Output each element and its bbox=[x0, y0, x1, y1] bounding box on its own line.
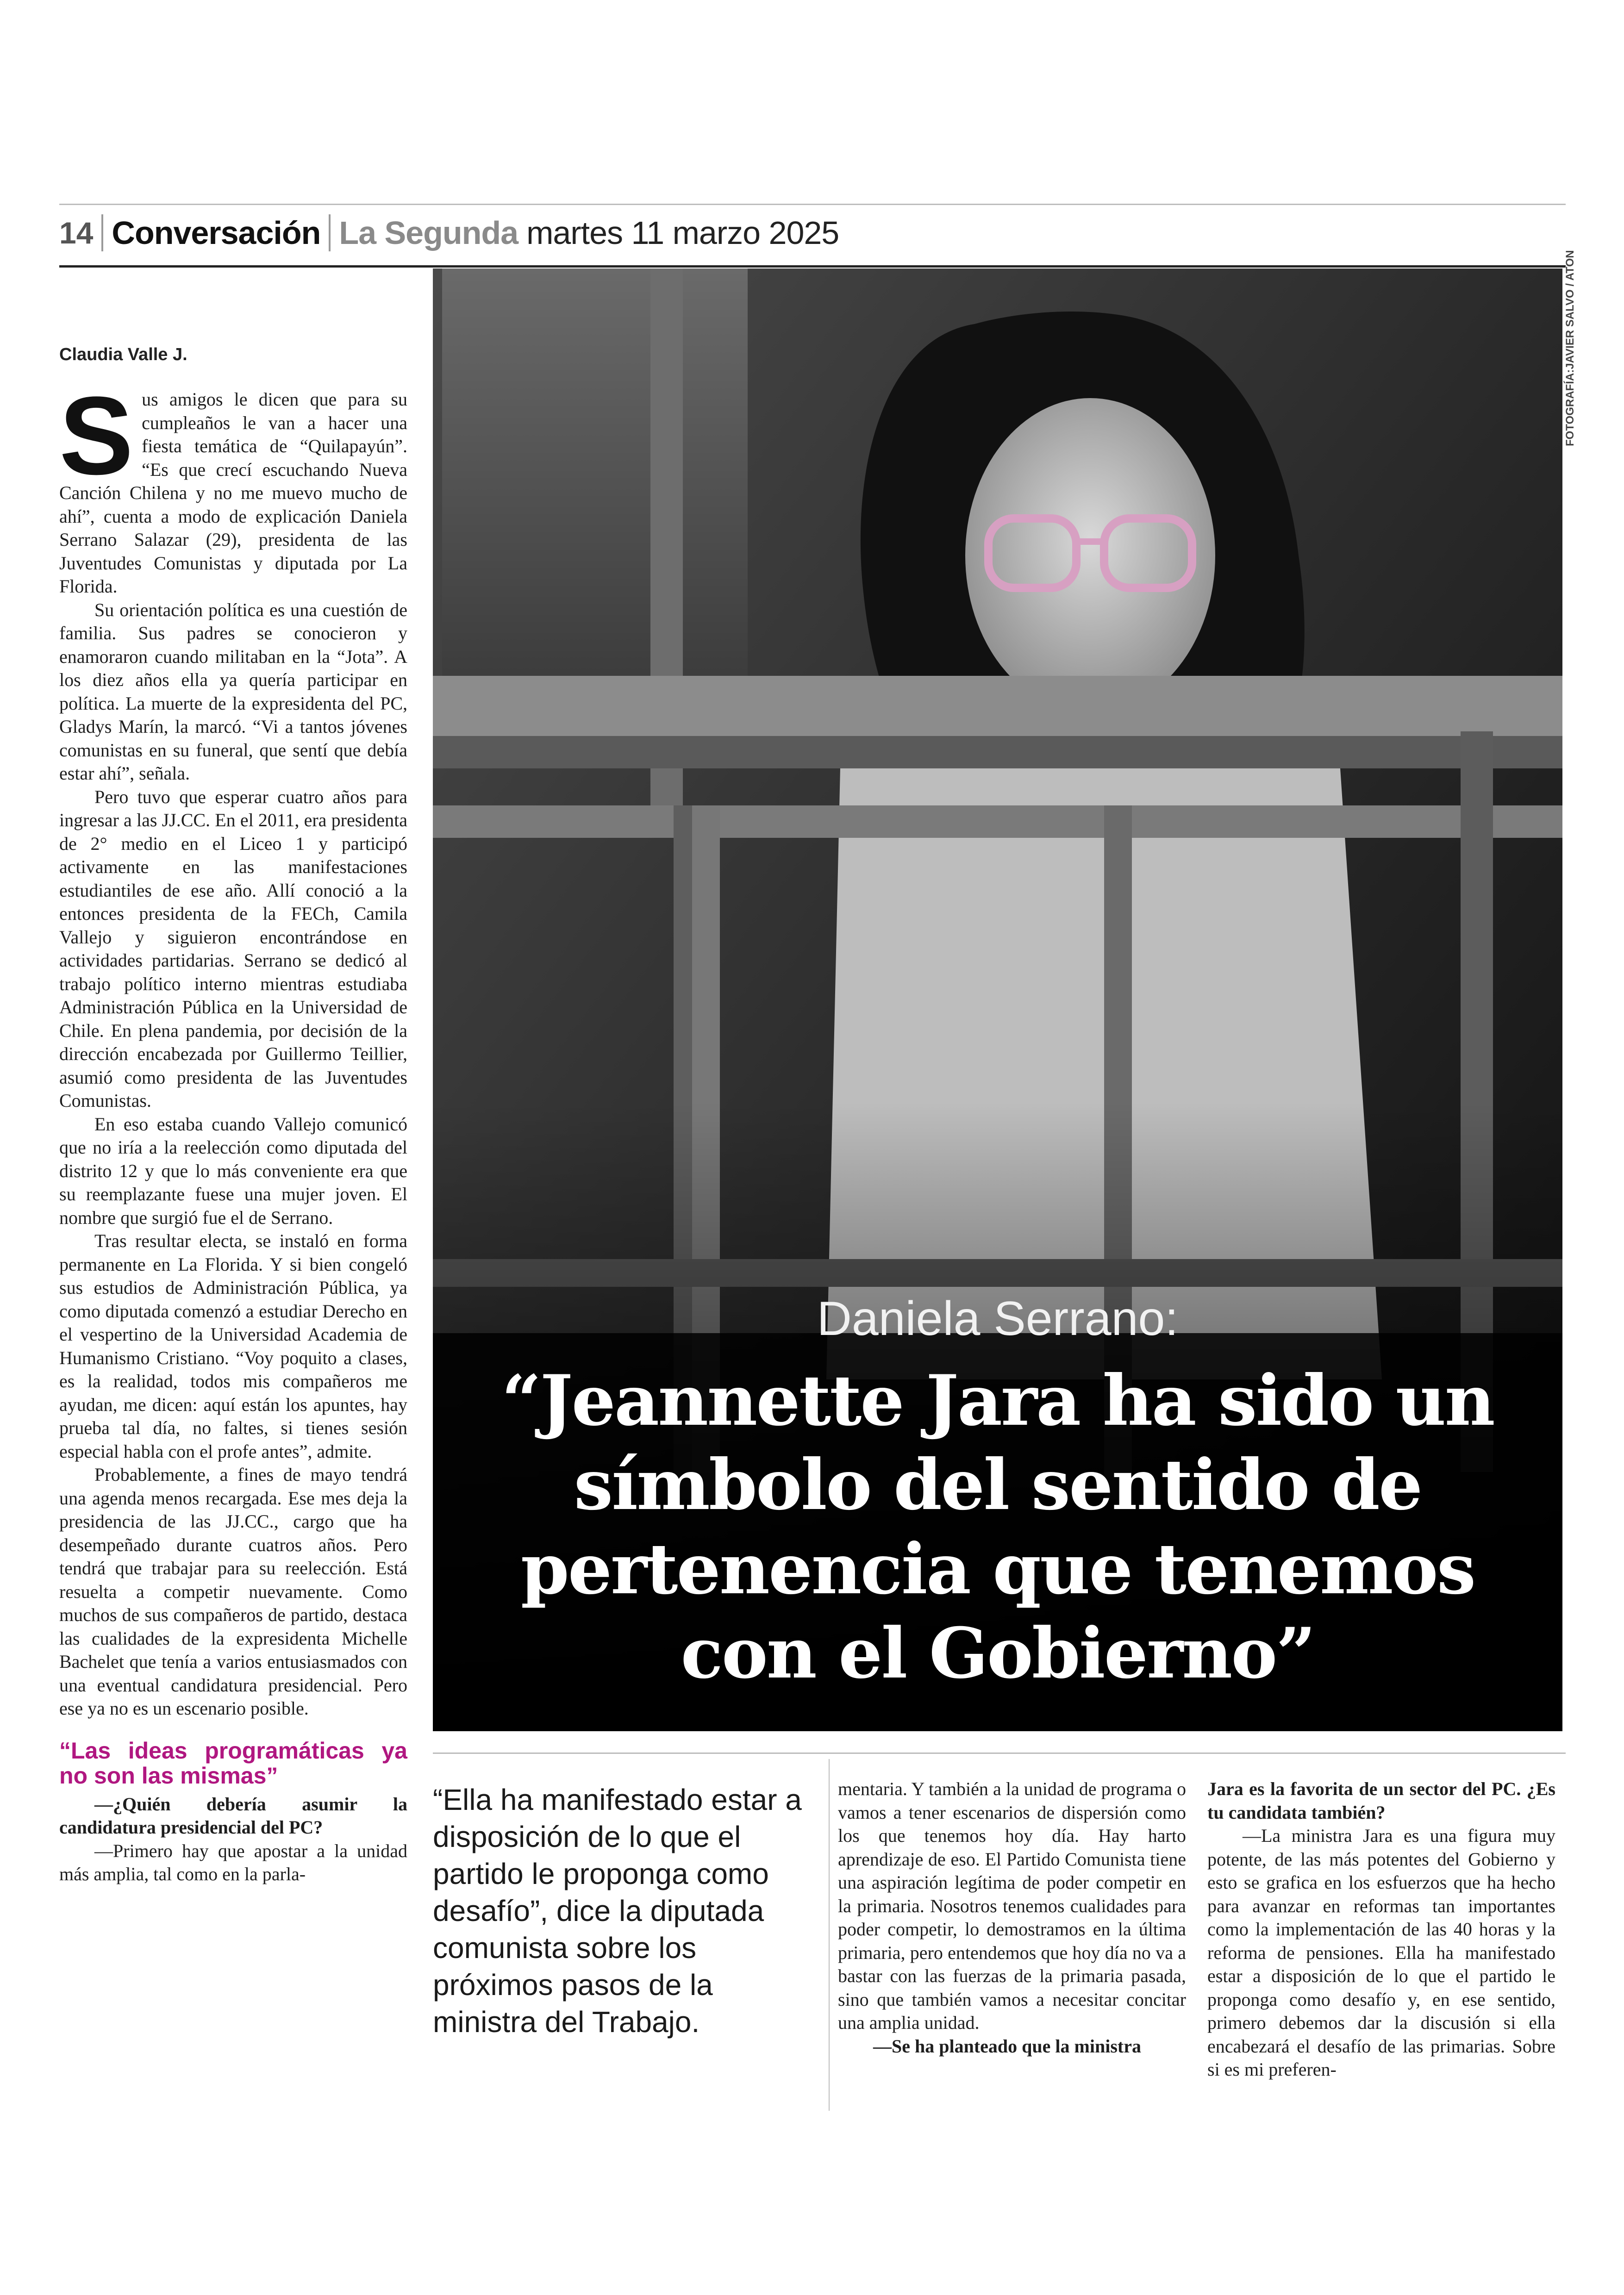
page-header bbox=[59, 207, 839, 258]
section-rule bbox=[433, 1752, 1566, 1754]
pull-quote: “Ella ha manifestado estar a disposición de lo que el partido le proponga como desafío”, dice la diputada comunista sobre los próximos pasos de la ministra del Trabajo. bbox=[433, 1783, 802, 2039]
header-divider bbox=[329, 214, 331, 251]
interview-question-continued: Jara es la favorita de un sector del PC. ¿Es tu candidata también? bbox=[1207, 1778, 1555, 1823]
article-column-2 bbox=[838, 1777, 1186, 2058]
photo-credit: FOTOGRAFÍA:JAVIER SALVO / ATON bbox=[1564, 250, 1576, 446]
paragraph: Pero tuvo que esperar cuatro años para ingresar a las JJ.CC. En el 2011, era presidenta de 2° medio en el Liceo 1 y participó activamente en las manifestaciones estudiantiles de ese año. Allí conoció a la entonces presidenta de la FECh, Camila Vallejo y siguieron encontrándose en actividades partidarias. Serrano se dedicó al trabajo político interno mientras estudiaba Administración Pública en la Universidad de Chile. En plena pandemia, por decisión de la dirección encabezada por Guillermo Teillier, asumió como presidenta de las Juventudes Comunistas. bbox=[59, 786, 407, 1111]
article-left-column bbox=[59, 374, 407, 1886]
interview-question: —¿Quién debería asumir la candidatura presidencial del PC? bbox=[59, 1793, 407, 1838]
first-paragraph bbox=[59, 374, 407, 599]
header-rule bbox=[59, 265, 1566, 268]
page-number: 14 bbox=[59, 216, 94, 250]
interview-answer: —La ministra Jara es una figura muy potente, de las más potentes del Gobierno y esto se grafica en los esfuerzos que ha hecho para avanzar en reformas tan importantes como la implementación de las 40 horas y la reforma de pensiones. Ella ha manifestado estar a disposición de lo que el partido le proponga como desafío y, en ese sentido, primero debemos dar la discusión si ella encabezará el desafío de las primarias. Sobre si es mi preferen- bbox=[1207, 1825, 1555, 2080]
headline-kicker: Daniela Serrano: bbox=[817, 1292, 1179, 1346]
paragraph: Tras resultar electa, se instaló en forma permanente en La Florida. Y si bien congeló sus estudios de Administración Pública, ya como diputada comenzó a estudiar Derecho en el vespertino de la Universidad Academia de Humanismo Cristiano. “Voy poquito a clases, es la realidad, todos mis compañeros me ayudan, me dicen: aquí están los apuntes, hay prueba tal día, no faltes, si tienes sesión especial habla con el profe antes”, admite. bbox=[59, 1230, 407, 1462]
interview-answer: —Primero hay que apostar a la unidad más amplia, tal como en la parla- bbox=[59, 1840, 407, 1884]
interview-answer-continued: mentaria. Y también a la unidad de programa o vamos a tener escenarios de dispersión como los que tenemos hoy día. Hay harto aprendizaje de eso. El Partido Comunista tiene una aspiración legítima de poder competir en la primaria. Nosotros tenemos cualidades para poder competir, lo demostramos en la última primaria, pero entendemos que hoy día no va a bastar con las fuerzas de la primaria pasada, sino que también vamos a necesitar concitar una amplia unidad. bbox=[838, 1778, 1186, 2033]
newspaper-name: La Segunda bbox=[339, 215, 518, 251]
top-rule bbox=[59, 204, 1566, 205]
header-divider bbox=[101, 214, 103, 251]
section-subhead: “Las ideas programáticas ya no son las mismas” bbox=[59, 1737, 407, 1789]
first-paragraph-text: us amigos le dicen que para su cumpleaños le van a hacer una fiesta temática de “Quilapayún”. “Es que crecí escuchando Nueva Canción Chilena y no me muevo mucho de ahí”, cuenta a modo de explicación Daniela Serrano Salazar (29), presidenta de las Juventudes Comunistas y diputada por La Florida. bbox=[59, 389, 407, 597]
section-name: Conversación bbox=[112, 215, 321, 251]
drop-cap: S bbox=[59, 374, 134, 498]
paragraph: Su orientación política es una cuestión de familia. Sus padres se conocieron y enamoraron cuando militaban en la “Jota”. A los diez años ella ya quería participar en política. La muerte de la expresidenta del PC, Gladys Marín, la marcó. “Vi a tantos jóvenes comunistas en su funeral, que sentí que debía estar ahí”, señala. bbox=[59, 599, 407, 784]
article-column-3 bbox=[1207, 1777, 1555, 2082]
paragraph: En eso estaba cuando Vallejo comunicó que no iría a la reelección como diputada del distrito 12 y que lo más conveniente era que su reemplazante fuese una mujer joven. El nombre que surgió fue el de Serrano. bbox=[59, 1113, 407, 1228]
interview-question: —Se ha planteado que la ministra bbox=[873, 2035, 1141, 2057]
headline: “Jeannette Jara ha sido un símbolo del sentido de pertenencia que tenemos con el Gobierno” bbox=[501, 1360, 1494, 1694]
column-divider bbox=[829, 1759, 830, 2111]
paragraph: Probablemente, a fines de mayo tendrá una agenda menos recargada. Ese mes deja la presidencia de las JJ.CC., cargo que ha desempeñado durante cuatros años. Pero tendrá que trabajar para su reelección. Está resuelta a competir nuevamente. Como muchos de sus compañeros de partido, destaca las cualidades de la expresidenta Michelle Bachelet que tenía a varios entusiasmados con una eventual candidatura presidencial. Pero ese ya no es un escenario posible. bbox=[59, 1464, 407, 1719]
author-byline: Claudia Valle J. bbox=[59, 345, 187, 364]
issue-date: martes 11 marzo 2025 bbox=[526, 215, 839, 251]
